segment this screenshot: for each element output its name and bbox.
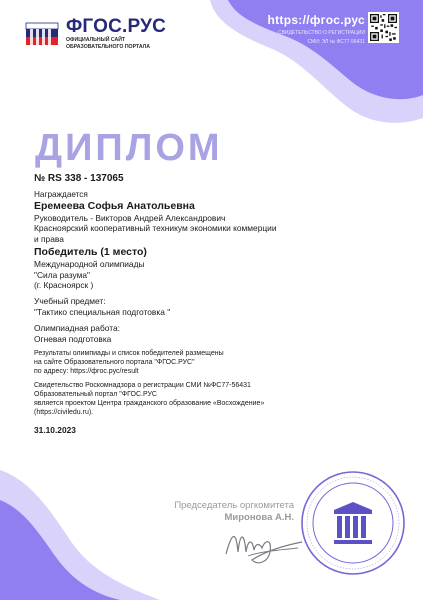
recipient-name: Еремеева Софья Анатольевна [34,200,195,212]
logo-name: ФГОС.РУС [66,16,167,37]
work-title: Огневая подготовка [34,333,112,344]
logo-subtitle-1: ОФИЦИАЛЬНЫЙ САЙТ [66,37,126,43]
results-line-2: на сайте Образовательного портала "ФГОС.РУС" [34,358,195,366]
fgos-logo [24,17,166,50]
awarded-label: Награждается [34,190,88,199]
diploma-number: № RS 338 - 137065 [34,173,124,184]
legal-line-3: является проектом Центра гражданского образование «Восхождение» [34,400,265,408]
qr-code-icon [368,12,399,43]
event-line-2: "Сила разума" [34,269,91,280]
bottom-left-decoration [0,470,160,600]
chair-name: Миронова А.Н. [224,512,294,523]
diploma-body [34,173,364,435]
site-url: https://фгос.рус [267,13,365,27]
site-registration-1: СВИДЕТЕЛЬСТВО О РЕГИСТРАЦИИ [277,30,365,36]
legal-line-4: (https://civiledu.ru). [34,408,94,416]
official-seal-icon [300,470,406,576]
event-line-3: (г. Красноярск ) [34,280,94,291]
institution-line-2: и права [34,233,64,244]
work-label: Олимпиадная работа: [34,323,120,334]
subject: "Тактико специальная подготовка " [34,306,171,317]
results-line-1: Результаты олимпиады и список победителей размещены [34,350,224,358]
legal-line-2: Образовательный портал "ФГОС.РУС [34,391,157,399]
handwritten-signature [218,522,308,568]
site-registration-2: СМИ: ЭЛ № ФС77-56431 [307,39,365,45]
chair-label: Председатель оргкомитета [174,500,294,511]
diploma-title: ДИПЛОМ [35,127,223,169]
results-line-3: по адресу: https://фгос.рус/result [34,367,139,375]
building-flag-icon [24,19,60,49]
institution-line-1: Красноярский кооперативный техникум экономики коммерции [34,223,277,234]
chair-signature-block [124,500,294,524]
place-award: Победитель (1 место) [34,246,147,259]
subject-label: Учебный предмет: [34,296,106,307]
supervisor: Руководитель - Викторов Андрей Александрович [34,213,226,223]
event-line-1: Международной олимпиады [34,259,145,270]
logo-subtitle-2: ОБРАЗОВАТЕЛЬНОГО ПОРТАЛА [66,43,151,50]
site-info [267,13,365,45]
issue-date: 31.10.2023 [34,424,76,435]
legal-line-1: Свидетельство Роскомнадзора о регистрации СМИ №ФС77-56431 [34,382,251,390]
